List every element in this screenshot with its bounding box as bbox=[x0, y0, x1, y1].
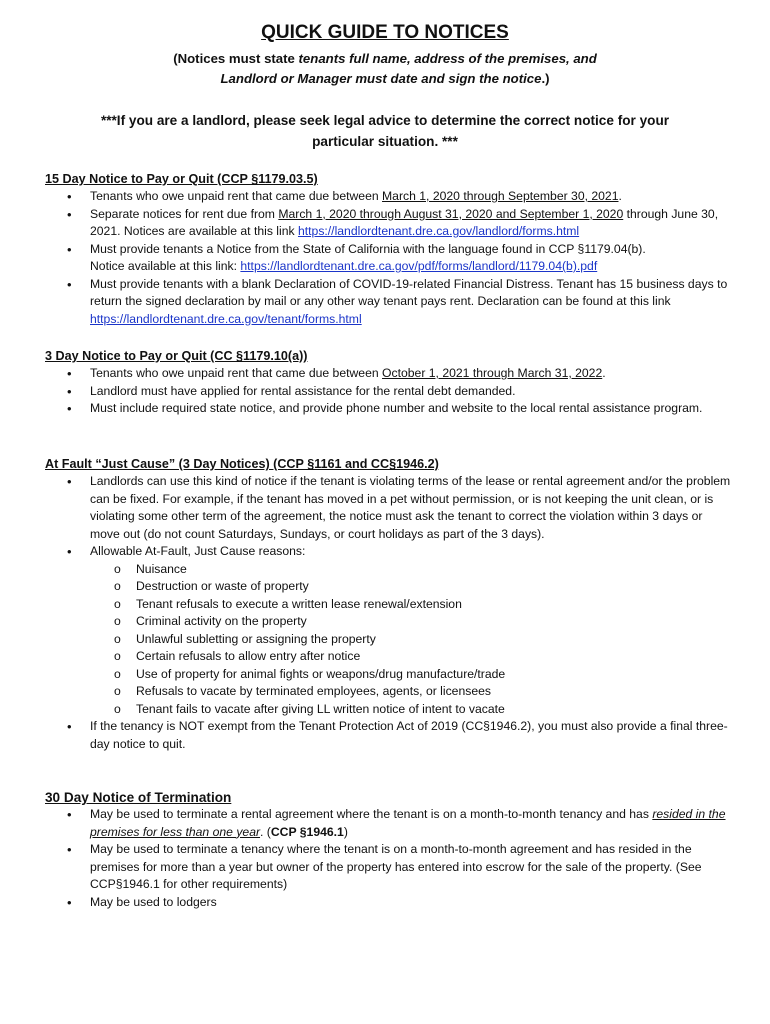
list-item: • May be used to terminate a tenancy where the tenant is on a month-to-month agreement and has resided in the premises for more than a year but owner of the property has entered into escrow for the sale of the property. (See CCP§1946.1 for other requirements) bbox=[45, 841, 735, 894]
tenant-forms-link[interactable]: https://landlordtenant.dre.ca.gov/tenant/forms.html bbox=[90, 311, 362, 326]
date-range: March 1, 2020 through August 31, 2020 and September 1, 2020 bbox=[278, 206, 624, 221]
subtitle bbox=[0, 49, 770, 89]
list-item bbox=[45, 806, 735, 841]
subtitle-part-3: Landlord or Manager must date and sign the notice bbox=[220, 71, 542, 86]
list-item bbox=[45, 365, 735, 383]
list-item bbox=[45, 543, 735, 718]
text: . bbox=[618, 189, 622, 203]
section-3-day-notice bbox=[45, 348, 735, 418]
text: Separate notices for rent due from bbox=[90, 206, 279, 221]
subtitle-part-4: .) bbox=[541, 71, 550, 86]
reason-item: o Certain refusals to allow entry after notice bbox=[45, 648, 735, 666]
page-title: QUICK GUIDE TO NOTICES bbox=[261, 22, 509, 43]
date-range: October 1, 2021 through March 31, 2022 bbox=[382, 366, 603, 380]
text: May be used to terminate a rental agreement where the tenant is on a month-to-month tenancy and has bbox=[90, 807, 653, 821]
section-heading: 30 Day Notice of Termination bbox=[45, 790, 232, 805]
list-item: • May be used to lodgers bbox=[45, 894, 735, 912]
section-30-day-termination bbox=[45, 789, 735, 911]
section-15-day-notice bbox=[45, 171, 735, 328]
subtitle-part-1: (Notices must state bbox=[173, 51, 299, 66]
list-item: • Landlords can use this kind of notice if the tenant is violating terms of the lease or rental agreement and/or the problem can be fixed. For example, if the tenant has moved in a pet without permission, or is not keeping the unit clean, or is violating some other term of the agreement, the notice must ask the tenant to correct the violation within 3 days or move out (do not count Saturdays, Sundays, or court holidays as part of the 3 days). bbox=[45, 473, 735, 543]
reason-item: o Unlawful subletting or assigning the property bbox=[45, 631, 735, 649]
bullet-list bbox=[45, 473, 735, 753]
reason-item: o Nuisance bbox=[45, 561, 735, 579]
text: Allowable At-Fault, Just Cause reasons: bbox=[90, 544, 306, 558]
text: through June 30, 2021. Notices are available at this link bbox=[90, 206, 719, 238]
bullet-list bbox=[45, 365, 735, 418]
text: Tenants who owe unpaid rent that came due between bbox=[90, 189, 383, 203]
landlord-forms-link[interactable]: https://landlordtenant.dre.ca.gov/landlord/forms.html bbox=[297, 224, 580, 238]
list-item bbox=[45, 276, 735, 329]
code-reference: CCP §1946.1 bbox=[270, 824, 344, 839]
reasons-list bbox=[45, 561, 735, 719]
bullet-list bbox=[45, 806, 735, 911]
text: . bbox=[602, 366, 606, 380]
warning-line-2: particular situation. *** bbox=[312, 134, 458, 149]
text: Notice available at this link: bbox=[90, 259, 241, 273]
emphasis: resided in the premises for less than one year bbox=[90, 807, 726, 839]
reason-item: o Tenant refusals to execute a written lease renewal/extension bbox=[45, 596, 735, 614]
list-item: • Landlord must have applied for rental assistance for the rental debt demanded. bbox=[45, 383, 735, 401]
reason-item: o Use of property for animal fights or weapons/drug manufacture/trade bbox=[45, 666, 735, 684]
text: Must provide tenants a Notice from the State of California with the language found in CCP §1179.04(b). bbox=[90, 241, 646, 256]
list-item bbox=[45, 188, 735, 206]
text: Must provide tenants with a blank Declaration of COVID-19-related Financial Distress. Tenant has 15 business days to return the signed declaration by mail or any other way tenant pays rent. Declaration can be found at this link bbox=[90, 276, 728, 308]
text: . ( bbox=[260, 824, 271, 839]
notice-pdf-link[interactable]: https://landlordtenant.dre.ca.gov/pdf/forms/landlord/1179.04(b).pdf bbox=[240, 259, 598, 273]
section-at-fault-just-cause bbox=[45, 456, 735, 753]
bullet-list bbox=[45, 188, 735, 328]
section-heading: At Fault “Just Cause” (3 Day Notices) (CCP §1161 and CC§1946.2) bbox=[45, 457, 439, 471]
text: Tenants who owe unpaid rent that came due between bbox=[90, 366, 383, 380]
list-item bbox=[45, 241, 735, 276]
list-item: • If the tenancy is NOT exempt from the Tenant Protection Act of 2019 (CC§1946.2), you must also provide a final three-day notice to quit. bbox=[45, 718, 735, 753]
warning-line-1: ***If you are a landlord, please seek legal advice to determine the correct notice for your bbox=[100, 113, 670, 128]
section-heading: 15 Day Notice to Pay or Quit (CCP §1179.03.5) bbox=[45, 172, 318, 186]
list-item bbox=[45, 206, 735, 241]
legal-advice-warning bbox=[0, 110, 770, 152]
date-range: March 1, 2020 through September 30, 2021 bbox=[382, 189, 619, 203]
reason-item: o Refusals to vacate by terminated employees, agents, or licensees bbox=[45, 683, 735, 701]
reason-item: o Criminal activity on the property bbox=[45, 613, 735, 631]
section-heading: 3 Day Notice to Pay or Quit (CC §1179.10(a)) bbox=[45, 349, 308, 363]
reason-item: o Tenant fails to vacate after giving LL written notice of intent to vacate bbox=[45, 701, 735, 719]
reason-item: o Destruction or waste of property bbox=[45, 578, 735, 596]
subtitle-part-2: tenants full name, address of the premises, and bbox=[298, 51, 597, 66]
text: ) bbox=[343, 824, 348, 839]
list-item: • Must include required state notice, and provide phone number and website to the local rental assistance program. bbox=[45, 400, 735, 418]
